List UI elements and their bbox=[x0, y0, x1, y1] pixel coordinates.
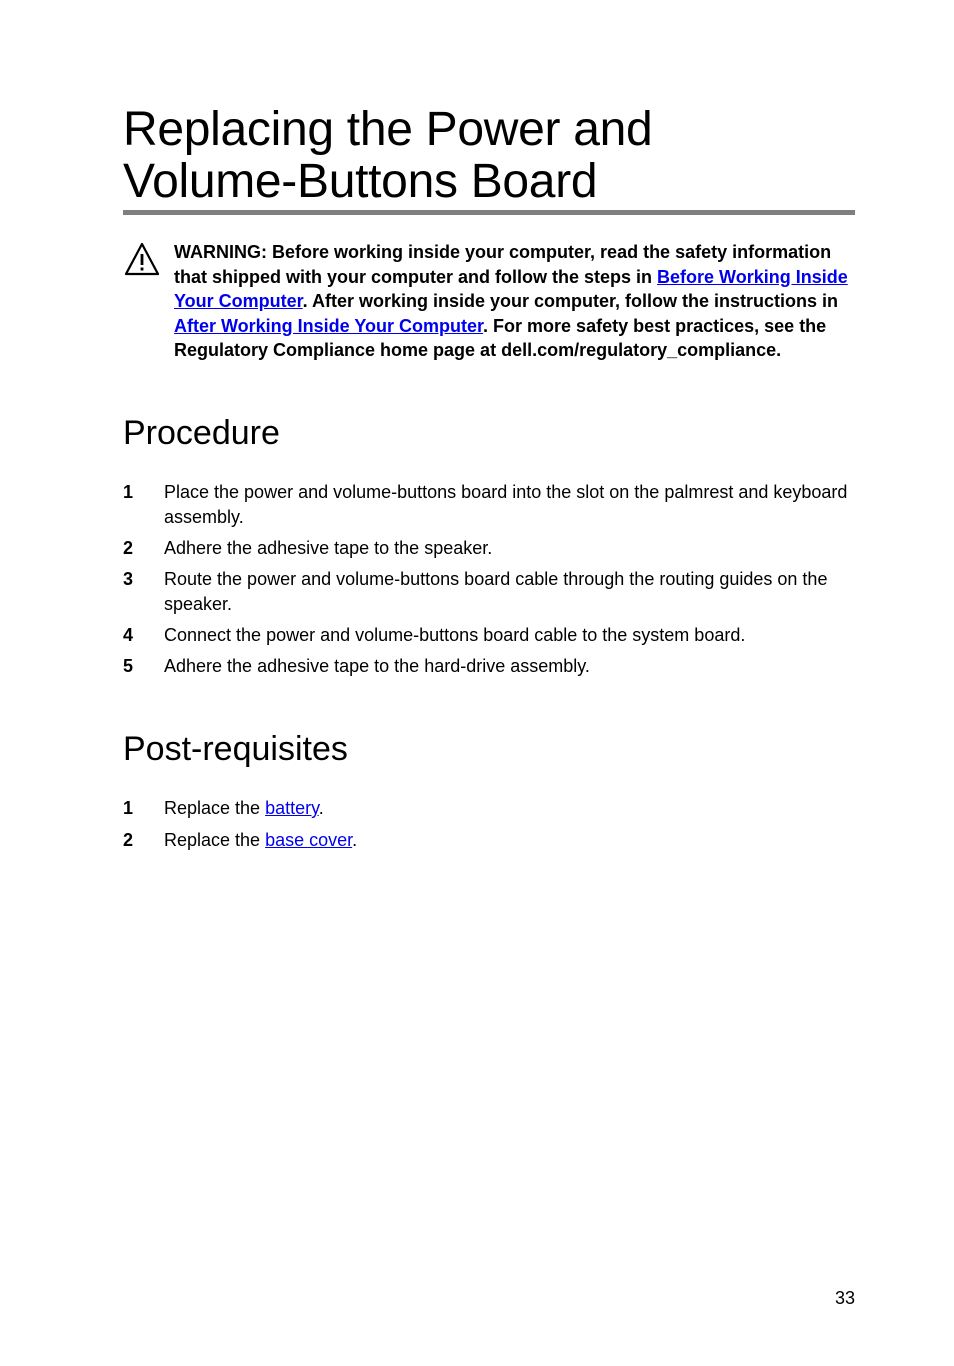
procedure-list bbox=[123, 480, 855, 685]
before-working-link[interactable]: Before Working Inside Your Computer bbox=[174, 266, 848, 312]
title-divider bbox=[123, 210, 855, 215]
post-requisite-step bbox=[123, 796, 855, 821]
after-working-link[interactable]: After Working Inside Your Computer bbox=[174, 315, 484, 336]
post-requisites-heading: Post-requisites bbox=[123, 730, 348, 768]
step-text-prefix: Replace the bbox=[164, 798, 266, 818]
step-number: 1 bbox=[123, 798, 134, 818]
warning-text bbox=[174, 240, 854, 363]
step-number: 3 bbox=[123, 569, 134, 589]
post-requisite-step bbox=[123, 828, 855, 853]
step-text: Connect the power and volume-buttons board cable to the system board. bbox=[164, 625, 746, 645]
page-title bbox=[123, 104, 863, 208]
step-text: Adhere the adhesive tape to the speaker. bbox=[164, 538, 493, 558]
step-number: 5 bbox=[123, 656, 134, 676]
battery-link[interactable]: battery bbox=[265, 798, 319, 818]
post-requisites-list bbox=[123, 796, 855, 860]
step-text: Place the power and volume-buttons board into the slot on the palmrest and keyboard assembly. bbox=[164, 482, 848, 527]
step-number: 2 bbox=[123, 538, 134, 558]
warning-text-part-1: WARNING: Before working inside your computer, read the safety information that shipped with your computer and follow the steps in bbox=[174, 242, 832, 287]
procedure-step bbox=[123, 567, 855, 617]
procedure-step bbox=[123, 480, 855, 530]
page-title-line-2: Volume-Buttons Board bbox=[123, 155, 598, 208]
step-text-prefix: Replace the bbox=[164, 830, 266, 850]
step-text-suffix: . bbox=[318, 798, 324, 818]
warning-text-part-3: . For more safety best practices, see the Regulatory Compliance home page at dell.com/regulatory_compliance. bbox=[174, 315, 827, 361]
base-cover-link[interactable]: base cover bbox=[265, 830, 353, 850]
step-text-suffix: . bbox=[352, 830, 358, 850]
procedure-step bbox=[123, 536, 855, 561]
procedure-step bbox=[123, 623, 855, 648]
page-title-line-1: Replacing the Power and bbox=[123, 103, 653, 156]
step-text: Route the power and volume-buttons board cable through the routing guides on the speaker. bbox=[164, 569, 828, 614]
step-text: Adhere the adhesive tape to the hard-drive assembly. bbox=[164, 656, 590, 676]
step-number: 4 bbox=[123, 625, 134, 645]
warning-text-part-2: . After working inside your computer, follow the instructions in bbox=[302, 291, 839, 312]
step-number: 2 bbox=[123, 830, 134, 850]
procedure-heading: Procedure bbox=[123, 414, 280, 452]
warning-triangle-icon bbox=[123, 241, 161, 277]
page-number: 33 bbox=[834, 1288, 855, 1308]
step-number: 1 bbox=[123, 482, 134, 502]
procedure-step bbox=[123, 654, 855, 679]
